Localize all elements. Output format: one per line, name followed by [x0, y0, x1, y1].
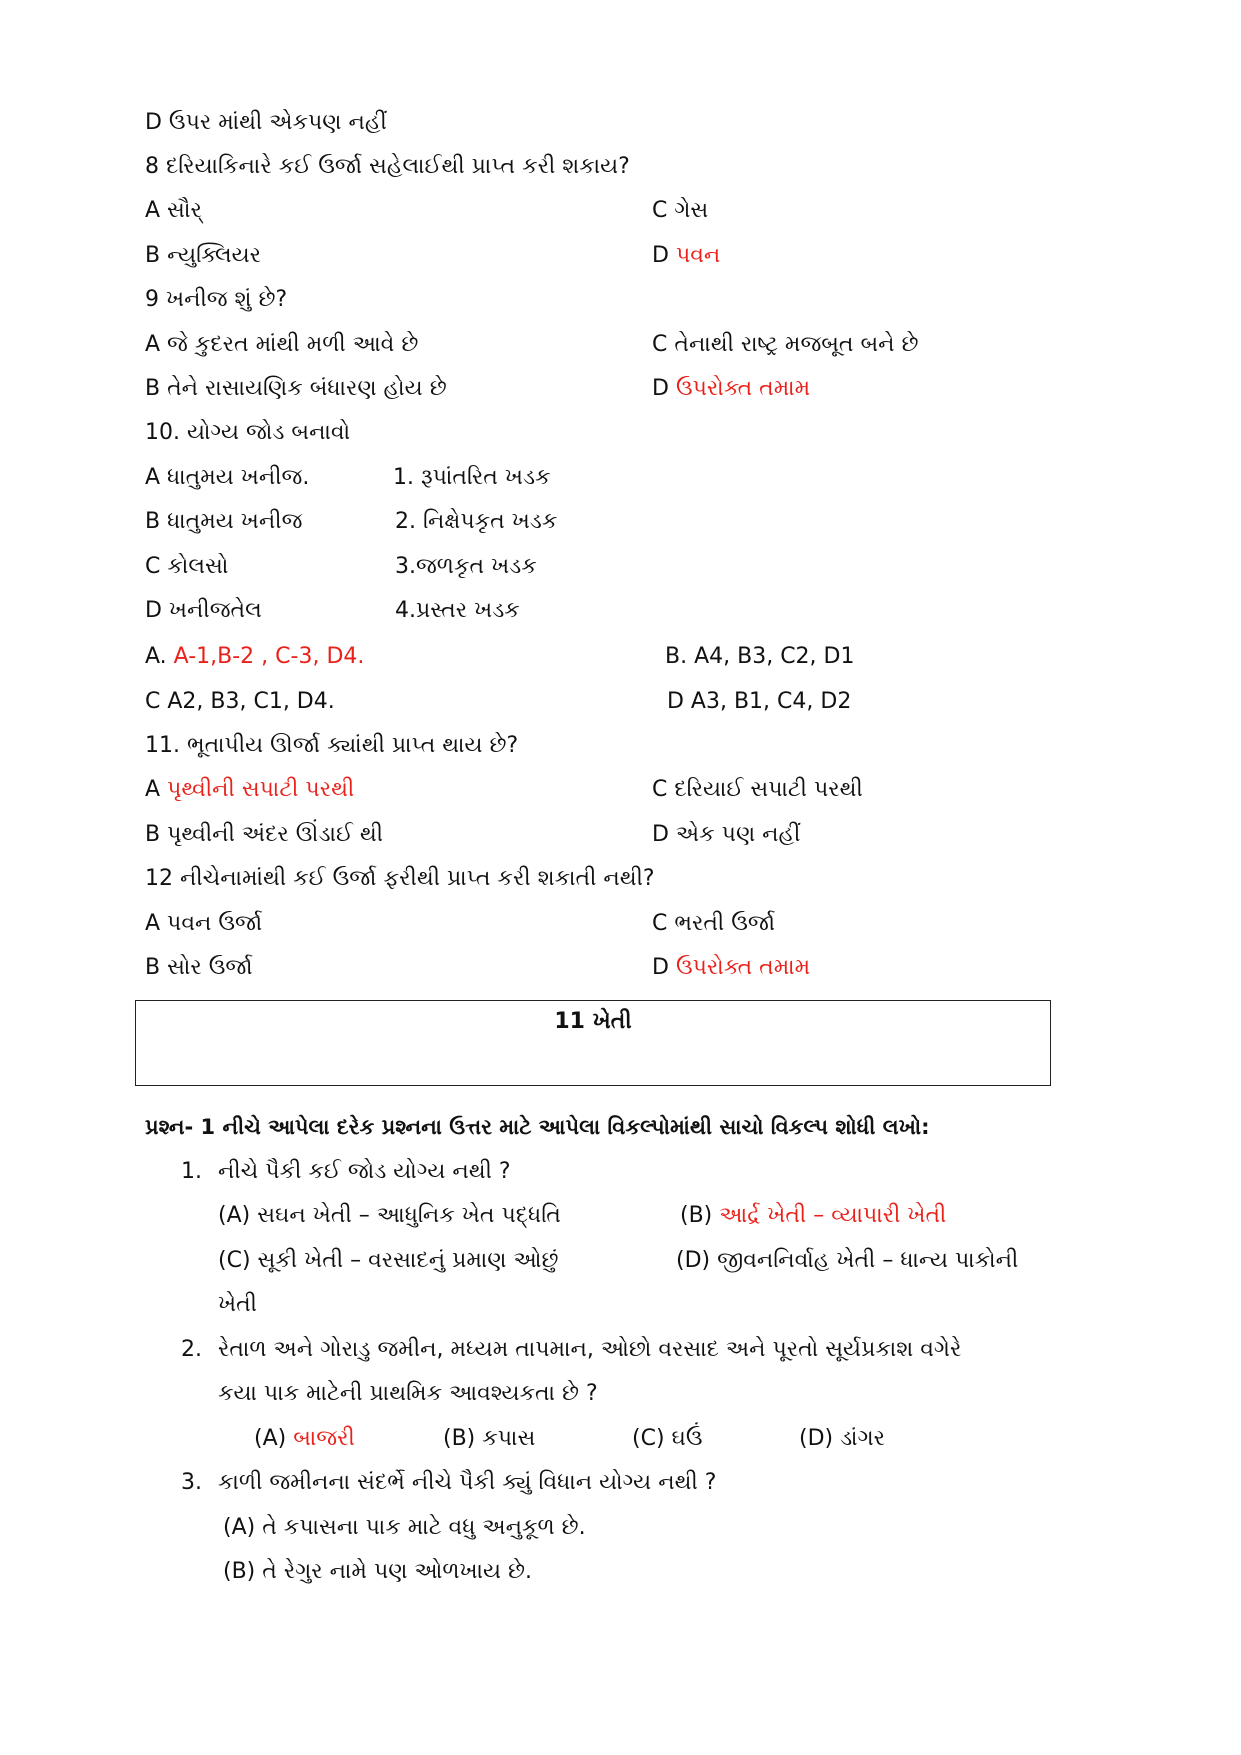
q10-option-c: C A2, B3, C1, D4. [145, 689, 335, 714]
q9-option-b: B તેને રાસાયણિક બંધારણ હોય છે [145, 376, 447, 401]
ag-q3-option-b: (B) તે રેગુર નામે પણ ઓળખાય છે. [223, 1559, 533, 1584]
ag-q1-option-c: (C) સૂકી ખેતી – વરસાદનું પ્રમાણ ઓછું [218, 1248, 559, 1273]
q10-left-b: B ધાતુમય ખનીજ [145, 509, 303, 534]
ag-q1-option-d: (D) જીવનનિર્વાહ ખેતી – ધાન્ય પાકોની [676, 1248, 1019, 1273]
q7-option-d: D ઉપર માંથી એકપણ નહીં [145, 110, 387, 135]
q10-left-c: C કોલસો [145, 554, 229, 579]
question-8: 8 દરિયાકિનારે કઈ ઉર્જા સહેલાઈથી પ્રાપ્ત કરી શકાય? [145, 154, 630, 179]
q12-option-c: C ભરતી ઉર્જા [652, 911, 776, 936]
q9-option-a: A જે કુદરત માંથી મળી આવે છે [145, 332, 419, 357]
q12-option-d [652, 953, 810, 983]
option-label: (A) [254, 1426, 287, 1451]
option-letter: D [652, 376, 669, 401]
correct-answer: ઉપરોક્ત તમામ [675, 955, 811, 980]
ag-q2-option-d: (D) ડાંગર [799, 1426, 886, 1451]
q1-number: 1. [181, 1159, 202, 1184]
option-label: (B) [680, 1203, 713, 1228]
q10-left-d: D ખનીજતેલ [145, 598, 262, 623]
q11-option-c: C દરિયાઈ સપાટી પરથી [652, 777, 863, 802]
q9-option-d [652, 374, 810, 404]
correct-answer: A-1,B-2 , C-3, D4. [173, 644, 365, 669]
question-10: 10. યોગ્ય જોડ બનાવો [145, 420, 351, 445]
ag-question-2-line-2: કયા પાક માટેની પ્રાથમિક આવશ્યકતા છે ? [218, 1381, 598, 1406]
option-letter: D [652, 243, 669, 268]
q8-option-d [652, 241, 720, 271]
ag-q2-option-a [254, 1424, 355, 1454]
correct-answer: બાજરી [293, 1426, 355, 1451]
ag-question-3: કાળી જમીનના સંદર્ભે નીચે પૈકી ક્યું વિધાન યોગ્ય નથી ? [218, 1470, 717, 1495]
q10-right-3: 3.જળકૃત ખડક [395, 554, 537, 579]
chapter-title: 11 ખેતી [554, 1009, 632, 1034]
q10-option-b: B. A4, B3, C2, D1 [665, 644, 855, 669]
question-11: 11. ભૂતાપીય ઊર્જા ક્યાંથી પ્રાપ્ત થાય છે? [145, 733, 519, 758]
q9-option-c: C તેનાથી રાષ્ટ્ર મજબૂત બને છે [652, 332, 919, 357]
section-heading: પ્રશ્ન- 1 નીચે આપેલા દરેક પ્રશ્નના ઉત્તર માટે આપેલા વિકલ્પોમાંથી સાચો વિકલ્પ શોધી લખો: [145, 1115, 930, 1139]
q8-option-c: C ગેસ [652, 198, 709, 223]
q2-number: 2. [181, 1337, 202, 1362]
q10-right-1: 1. રૂપાંતરિત ખડક [393, 465, 551, 490]
ag-q1-option-a: (A) સઘન ખેતી – આધુનિક ખેત પદ્ધતિ [218, 1203, 561, 1228]
question-9: 9 ખનીજ શું છે? [145, 287, 288, 312]
ag-q1-option-d-continued: ખેતી [218, 1292, 257, 1317]
q12-option-a: A પવન ઉર્જા [145, 911, 263, 936]
q11-option-a [145, 775, 354, 805]
correct-answer: આર્દ્ર ખેતી – વ્યાપારી ખેતી [719, 1203, 947, 1228]
q12-option-b: B સોર ઉર્જા [145, 955, 253, 980]
q3-number: 3. [181, 1470, 202, 1495]
q11-option-d: D એક પણ નહીં [652, 822, 801, 847]
q8-option-b: B ન્યુક્લિયર [145, 243, 261, 268]
ag-question-2-line-1: રેતાળ અને ગોરાડુ જમીન, મધ્યમ તાપમાન, ઓછો વરસાદ અને પૂરતો સૂર્યપ્રકાશ વગેરે [218, 1337, 962, 1362]
ag-q2-option-c: (C) ઘઉં [632, 1426, 703, 1451]
q10-option-a [145, 642, 364, 672]
option-letter: A [145, 777, 161, 802]
option-letter: D [652, 955, 669, 980]
correct-answer: ઉપરોક્ત તમામ [675, 376, 811, 401]
q10-right-4: 4.પ્રસ્તર ખડક [395, 598, 520, 623]
chapter-title-box [135, 1000, 1051, 1086]
ag-question-1: નીચે પૈકી કઈ જોડ યોગ્ય નથી ? [218, 1159, 511, 1184]
correct-answer: પૃથ્વીની સપાટી પરથી [167, 777, 355, 802]
q11-option-b: B પૃથ્વીની અંદર ઊંડાઈ થી [145, 822, 384, 847]
ag-q2-option-b: (B) કપાસ [443, 1426, 536, 1451]
q10-right-2: 2. નિક્ષેપકૃત ખડક [395, 509, 558, 534]
ag-q1-option-b [680, 1201, 946, 1231]
ag-q3-option-a: (A) તે કપાસના પાક માટે વધુ અનુકૂળ છે. [223, 1515, 586, 1540]
q10-left-a: A ધાતુમય ખનીજ. [145, 465, 310, 490]
question-12: 12 નીચેનામાંથી કઈ ઉર્જા ફરીથી પ્રાપ્ત કરી શકાતી નથી? [145, 866, 655, 891]
option-letter: A. [145, 644, 167, 669]
correct-answer: પવન [675, 243, 721, 268]
q10-option-d: D A3, B1, C4, D2 [667, 689, 852, 714]
q8-option-a: A સૌર્ [145, 198, 202, 223]
